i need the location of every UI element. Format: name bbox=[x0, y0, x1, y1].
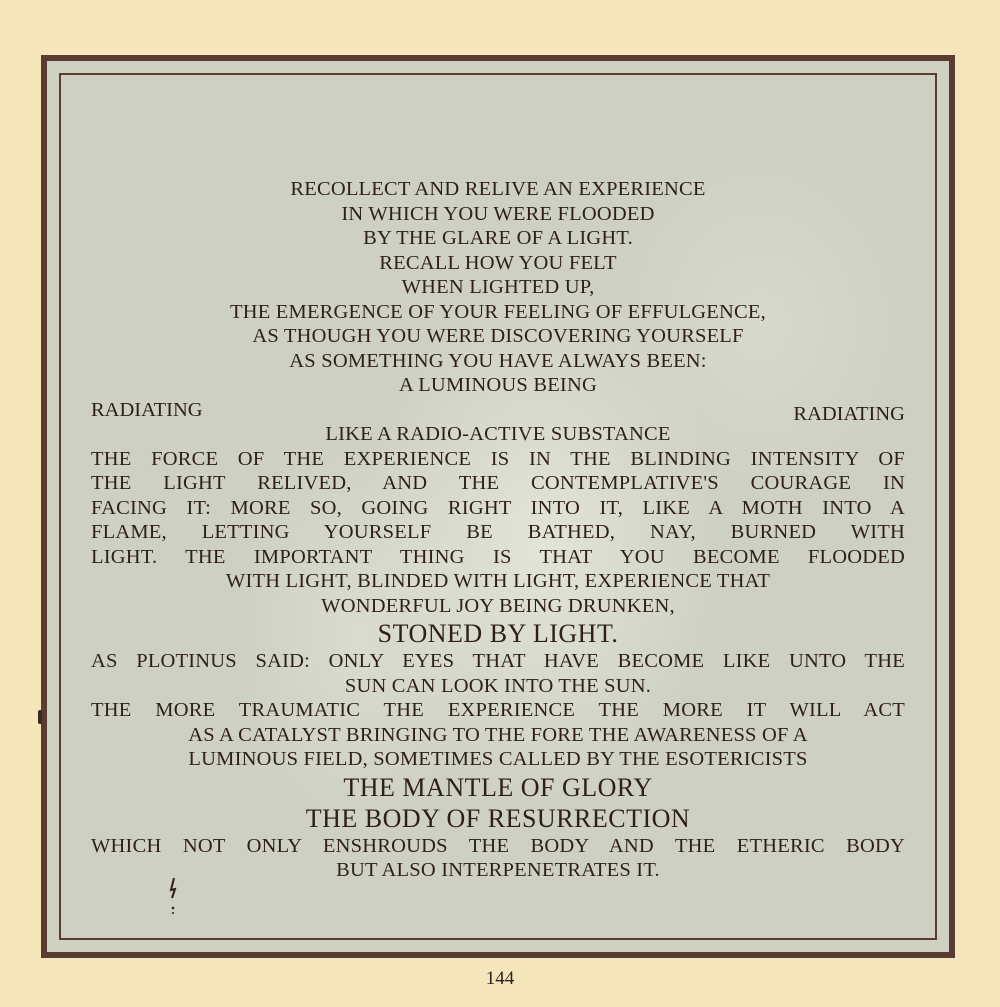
paragraph-line: FLAME, LETTING YOURSELF BE BATHED, NAY, BURNED WITH bbox=[91, 521, 905, 543]
poem-line: A LUMINOUS BEING bbox=[399, 374, 597, 396]
poem-line: THE EMERGENCE OF YOUR FEELING OF EFFULGENCE, bbox=[230, 300, 766, 323]
radiating-right: RADIATING bbox=[793, 402, 905, 425]
plotinus-line: SUN CAN LOOK INTO THE SUN. bbox=[344, 674, 652, 697]
paragraph-line: THE LIGHT RELIVED, AND THE CONTEMPLATIVE'S COURAGE IN bbox=[91, 472, 905, 494]
inner-frame bbox=[59, 73, 937, 940]
traumatic-line: THE MORE TRAUMATIC THE EXPERIENCE THE MORE IT WILL ACT bbox=[91, 699, 905, 721]
radio-active-line: LIKE A RADIO-ACTIVE SUBSTANCE bbox=[325, 423, 671, 445]
poem-line: IN WHICH YOU WERE FLOODED bbox=[341, 202, 655, 225]
ink-smudge bbox=[38, 710, 42, 724]
poem-line: RECOLLECT AND RELIVE AN EXPERIENCE bbox=[290, 178, 706, 200]
outer-frame bbox=[41, 55, 955, 958]
radiating-row bbox=[91, 398, 905, 423]
traumatic-line: LUMINOUS FIELD, SOMETIMES CALLED BY THE ESOTERICISTS bbox=[188, 748, 808, 770]
paragraph-line: THE FORCE OF THE EXPERIENCE IS IN THE BLINDING INTENSITY OF bbox=[91, 447, 905, 470]
poem-line: BY THE GLARE OF A LIGHT. bbox=[363, 227, 633, 249]
final-line: BUT ALSO INTERPENETRATES IT. bbox=[336, 859, 660, 881]
paragraph-line: FACING IT: MORE SO, GOING RIGHT INTO IT, LIKE A MOTH INTO A bbox=[91, 496, 905, 519]
text-block bbox=[91, 177, 905, 883]
paragraph-line: WITH LIGHT, BLINDED WITH LIGHT, EXPERIENCE THAT bbox=[225, 570, 771, 592]
page-number: 144 bbox=[485, 968, 515, 989]
body-heading: THE BODY OF RESURRECTION bbox=[305, 803, 691, 833]
poem-line: WHEN LIGHTED UP, bbox=[401, 276, 595, 298]
plotinus-line: AS PLOTINUS SAID: ONLY EYES THAT HAVE BECOME LIKE UNTO THE bbox=[91, 650, 905, 672]
poem-line: AS THOUGH YOU WERE DISCOVERING YOURSELF bbox=[252, 325, 744, 347]
final-line: WHICH NOT ONLY ENSHROUDS THE BODY AND THE ETHERIC BODY bbox=[91, 834, 905, 857]
stoned-heading: STONED BY LIGHT. bbox=[377, 619, 619, 648]
radiating-left: RADIATING bbox=[91, 398, 203, 421]
traumatic-line: AS A CATALYST BRINGING TO THE FORE THE AWARENESS OF A bbox=[188, 723, 808, 746]
mantle-heading: THE MANTLE OF GLORY bbox=[343, 772, 653, 802]
ink-mark-icon bbox=[166, 876, 180, 916]
poem-line: RECALL HOW YOU FELT bbox=[379, 251, 617, 274]
paragraph-line: LIGHT. THE IMPORTANT THING IS THAT YOU BECOME FLOODED bbox=[91, 545, 905, 568]
paragraph-line: WONDERFUL JOY BEING DRUNKEN, bbox=[321, 594, 675, 617]
poem-line: AS SOMETHING YOU HAVE ALWAYS BEEN: bbox=[289, 349, 707, 372]
